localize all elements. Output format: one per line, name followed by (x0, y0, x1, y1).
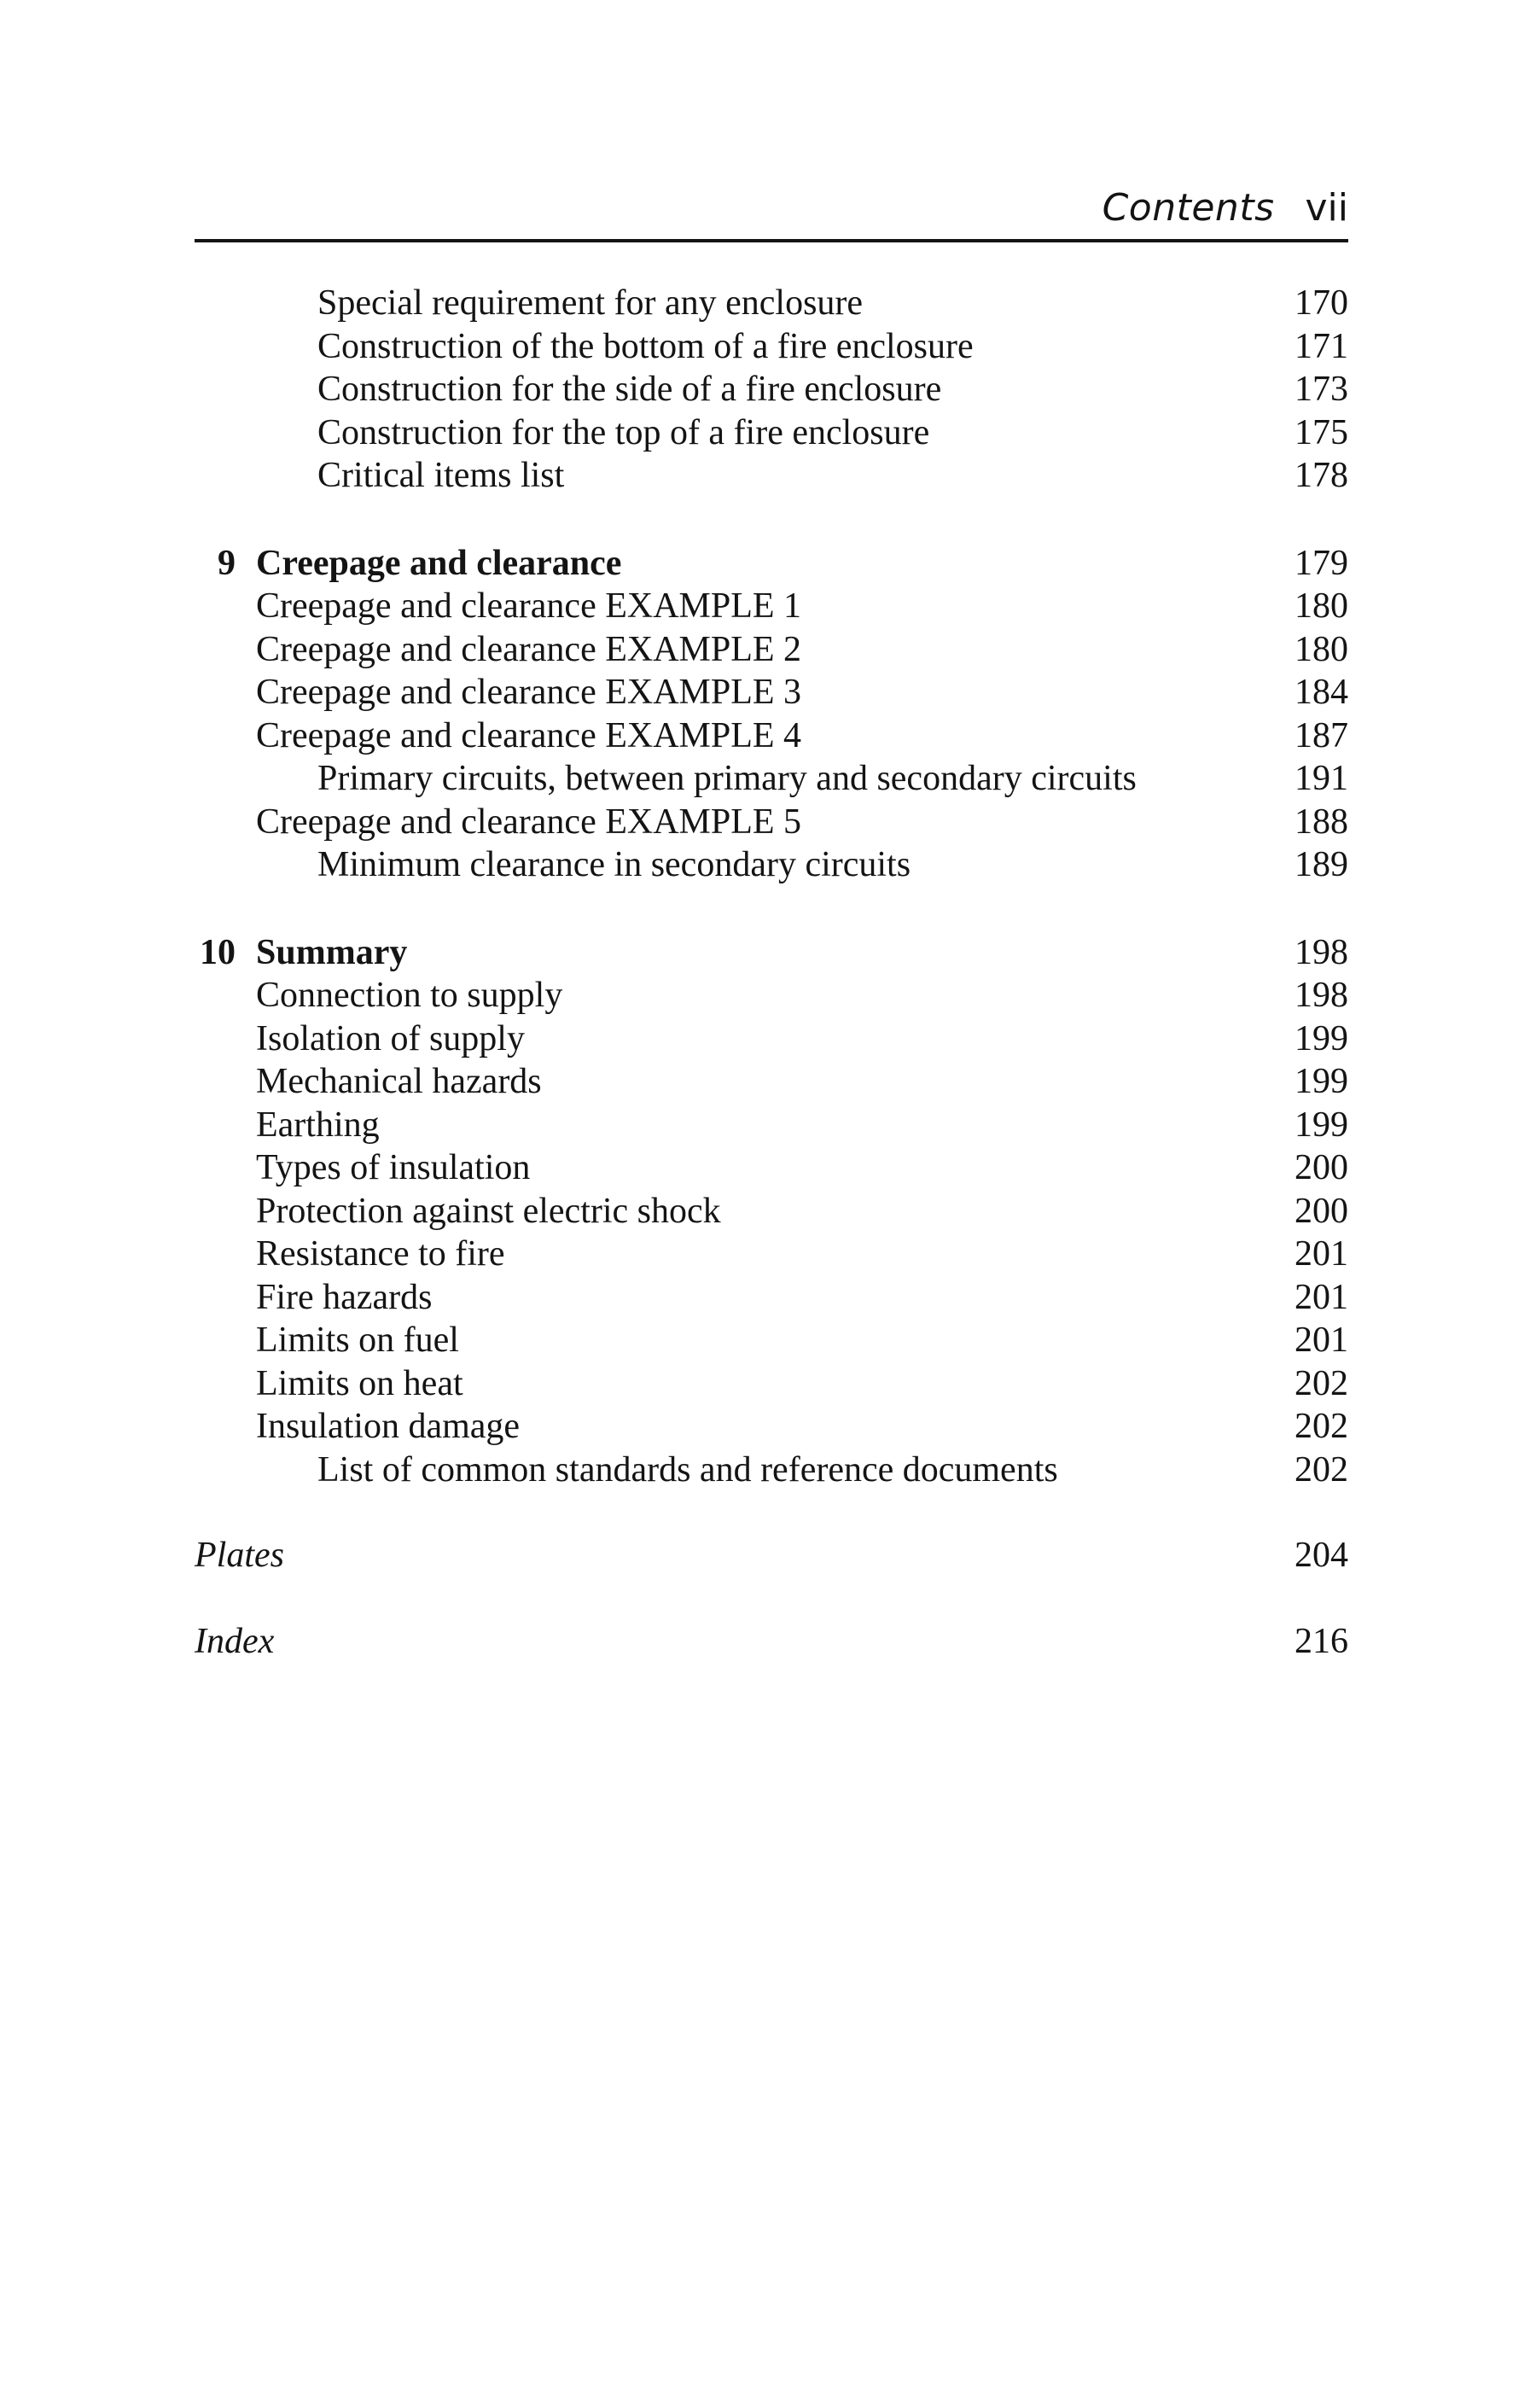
toc-entry-page: 199 (1295, 1062, 1348, 1101)
running-head-title: Contents (1102, 186, 1275, 230)
toc-entry-page: 198 (1295, 976, 1348, 1015)
toc-entry-page: 173 (1295, 370, 1348, 409)
chapter-9-section (195, 542, 1348, 887)
toc-entry-page: 216 (1295, 1621, 1348, 1661)
toc-entry-label: Creepage and clearance EXAMPLE 4 (256, 715, 802, 755)
header-rule (195, 239, 1348, 242)
toc-entry-page: 189 (1295, 845, 1348, 884)
chapter-title: Summary (256, 932, 408, 972)
toc-entry[interactable] (195, 714, 1348, 758)
toc-entry-index[interactable] (195, 1620, 1348, 1664)
toc-entry-label: Creepage and clearance EXAMPLE 3 (256, 673, 802, 712)
toc-entry-label: Mechanical hazards (256, 1062, 542, 1101)
toc-entry-page: 171 (1295, 326, 1348, 366)
toc-entry[interactable] (195, 671, 1348, 714)
toc-entry-label: Creepage and clearance EXAMPLE 5 (256, 802, 802, 842)
toc-entry[interactable] (195, 282, 1348, 325)
toc-entry[interactable] (195, 454, 1348, 498)
toc-entry-page: 202 (1295, 1363, 1348, 1403)
toc-subentry[interactable] (195, 757, 1348, 801)
toc-entry[interactable] (195, 1104, 1348, 1147)
toc-entry-label: Creepage and clearance EXAMPLE 1 (256, 586, 802, 626)
toc-entry-label: Construction for the side of a fire enclosure (317, 370, 942, 409)
toc-entry-label: Plates (195, 1536, 284, 1575)
toc-entry-label: Construction of the bottom of a fire enclosure (317, 326, 974, 366)
toc-entry-label: Primary circuits, between primary and secondary circuits (317, 759, 1137, 798)
toc-entry-page: 178 (1295, 456, 1348, 495)
toc-entry[interactable] (195, 1190, 1348, 1233)
toc-entry[interactable] (195, 1276, 1348, 1320)
table-of-contents (195, 282, 1348, 1663)
toc-entry-label: Construction for the top of a fire enclosure (317, 412, 930, 452)
toc-entry[interactable] (195, 1233, 1348, 1276)
toc-entry-page: 200 (1295, 1191, 1348, 1231)
toc-entry[interactable] (195, 585, 1348, 628)
toc-entry[interactable] (195, 801, 1348, 844)
toc-subentry[interactable] (195, 1449, 1348, 1492)
chapter-page: 179 (1295, 543, 1348, 583)
toc-entry-page: 201 (1295, 1321, 1348, 1360)
toc-entry-page: 184 (1295, 673, 1348, 712)
toc-entry-label: Resistance to fire (256, 1234, 505, 1274)
toc-entry-label: Creepage and clearance EXAMPLE 2 (256, 629, 802, 669)
chapter-page: 198 (1295, 932, 1348, 972)
toc-entry-page: 188 (1295, 802, 1348, 842)
toc-entry[interactable] (195, 1060, 1348, 1104)
running-head (195, 183, 1348, 234)
toc-entry-page: 200 (1295, 1148, 1348, 1187)
backmatter-section (195, 1534, 1348, 1663)
toc-entry-label: List of common standards and reference documents (317, 1449, 1058, 1490)
chapter-number: 9 (218, 543, 236, 583)
toc-entry-label: Limits on heat (256, 1363, 463, 1403)
toc-subentry[interactable] (195, 843, 1348, 887)
toc-entry-page: 170 (1295, 283, 1348, 323)
toc-entry-page: 199 (1295, 1105, 1348, 1145)
toc-entry-page: 180 (1295, 629, 1348, 669)
toc-entry-page: 191 (1295, 759, 1348, 798)
chapter-heading[interactable] (195, 931, 1348, 975)
toc-entry-label: Connection to supply (256, 976, 563, 1015)
toc-entry-label: Index (195, 1621, 275, 1661)
toc-entry-label: Types of insulation (256, 1148, 531, 1187)
toc-entry-page: 201 (1295, 1234, 1348, 1274)
toc-entry[interactable] (195, 1405, 1348, 1449)
toc-entry-label: Critical items list (317, 456, 565, 495)
chapter-number: 10 (200, 932, 236, 972)
toc-entry[interactable] (195, 411, 1348, 455)
toc-entry-label: Fire hazards (256, 1277, 433, 1317)
page-folio: vii (1305, 186, 1348, 230)
toc-entry-label: Special requirement for any enclosure (317, 283, 864, 323)
toc-entry-label: Limits on fuel (256, 1321, 459, 1360)
toc-entry-label: Minimum clearance in secondary circuits (317, 845, 911, 884)
chapter-10-section (195, 931, 1348, 1492)
toc-entry[interactable] (195, 1017, 1348, 1061)
toc-entry[interactable] (195, 1146, 1348, 1190)
toc-entry-page: 175 (1295, 412, 1348, 452)
toc-entry-page: 180 (1295, 586, 1348, 626)
toc-entry-page: 204 (1295, 1536, 1348, 1575)
toc-entry-page: 187 (1295, 715, 1348, 755)
toc-entry-label: Insulation damage (256, 1407, 521, 1446)
continued-entries (195, 282, 1348, 498)
toc-entry-page: 199 (1295, 1018, 1348, 1058)
toc-entry[interactable] (195, 974, 1348, 1017)
toc-entry-label: Earthing (256, 1105, 380, 1145)
toc-entry-plates[interactable] (195, 1534, 1348, 1577)
chapter-heading[interactable] (195, 542, 1348, 586)
chapter-title: Creepage and clearance (256, 543, 622, 583)
toc-entry-label: Protection against electric shock (256, 1191, 721, 1231)
toc-entry-page: 202 (1295, 1449, 1348, 1490)
toc-entry[interactable] (195, 1319, 1348, 1362)
toc-entry[interactable] (195, 628, 1348, 672)
toc-entry[interactable] (195, 368, 1348, 411)
toc-entry-page: 201 (1295, 1277, 1348, 1317)
toc-entry-label: Isolation of supply (256, 1018, 525, 1058)
toc-entry[interactable] (195, 325, 1348, 369)
toc-entry[interactable] (195, 1362, 1348, 1406)
toc-entry-page: 202 (1295, 1407, 1348, 1446)
